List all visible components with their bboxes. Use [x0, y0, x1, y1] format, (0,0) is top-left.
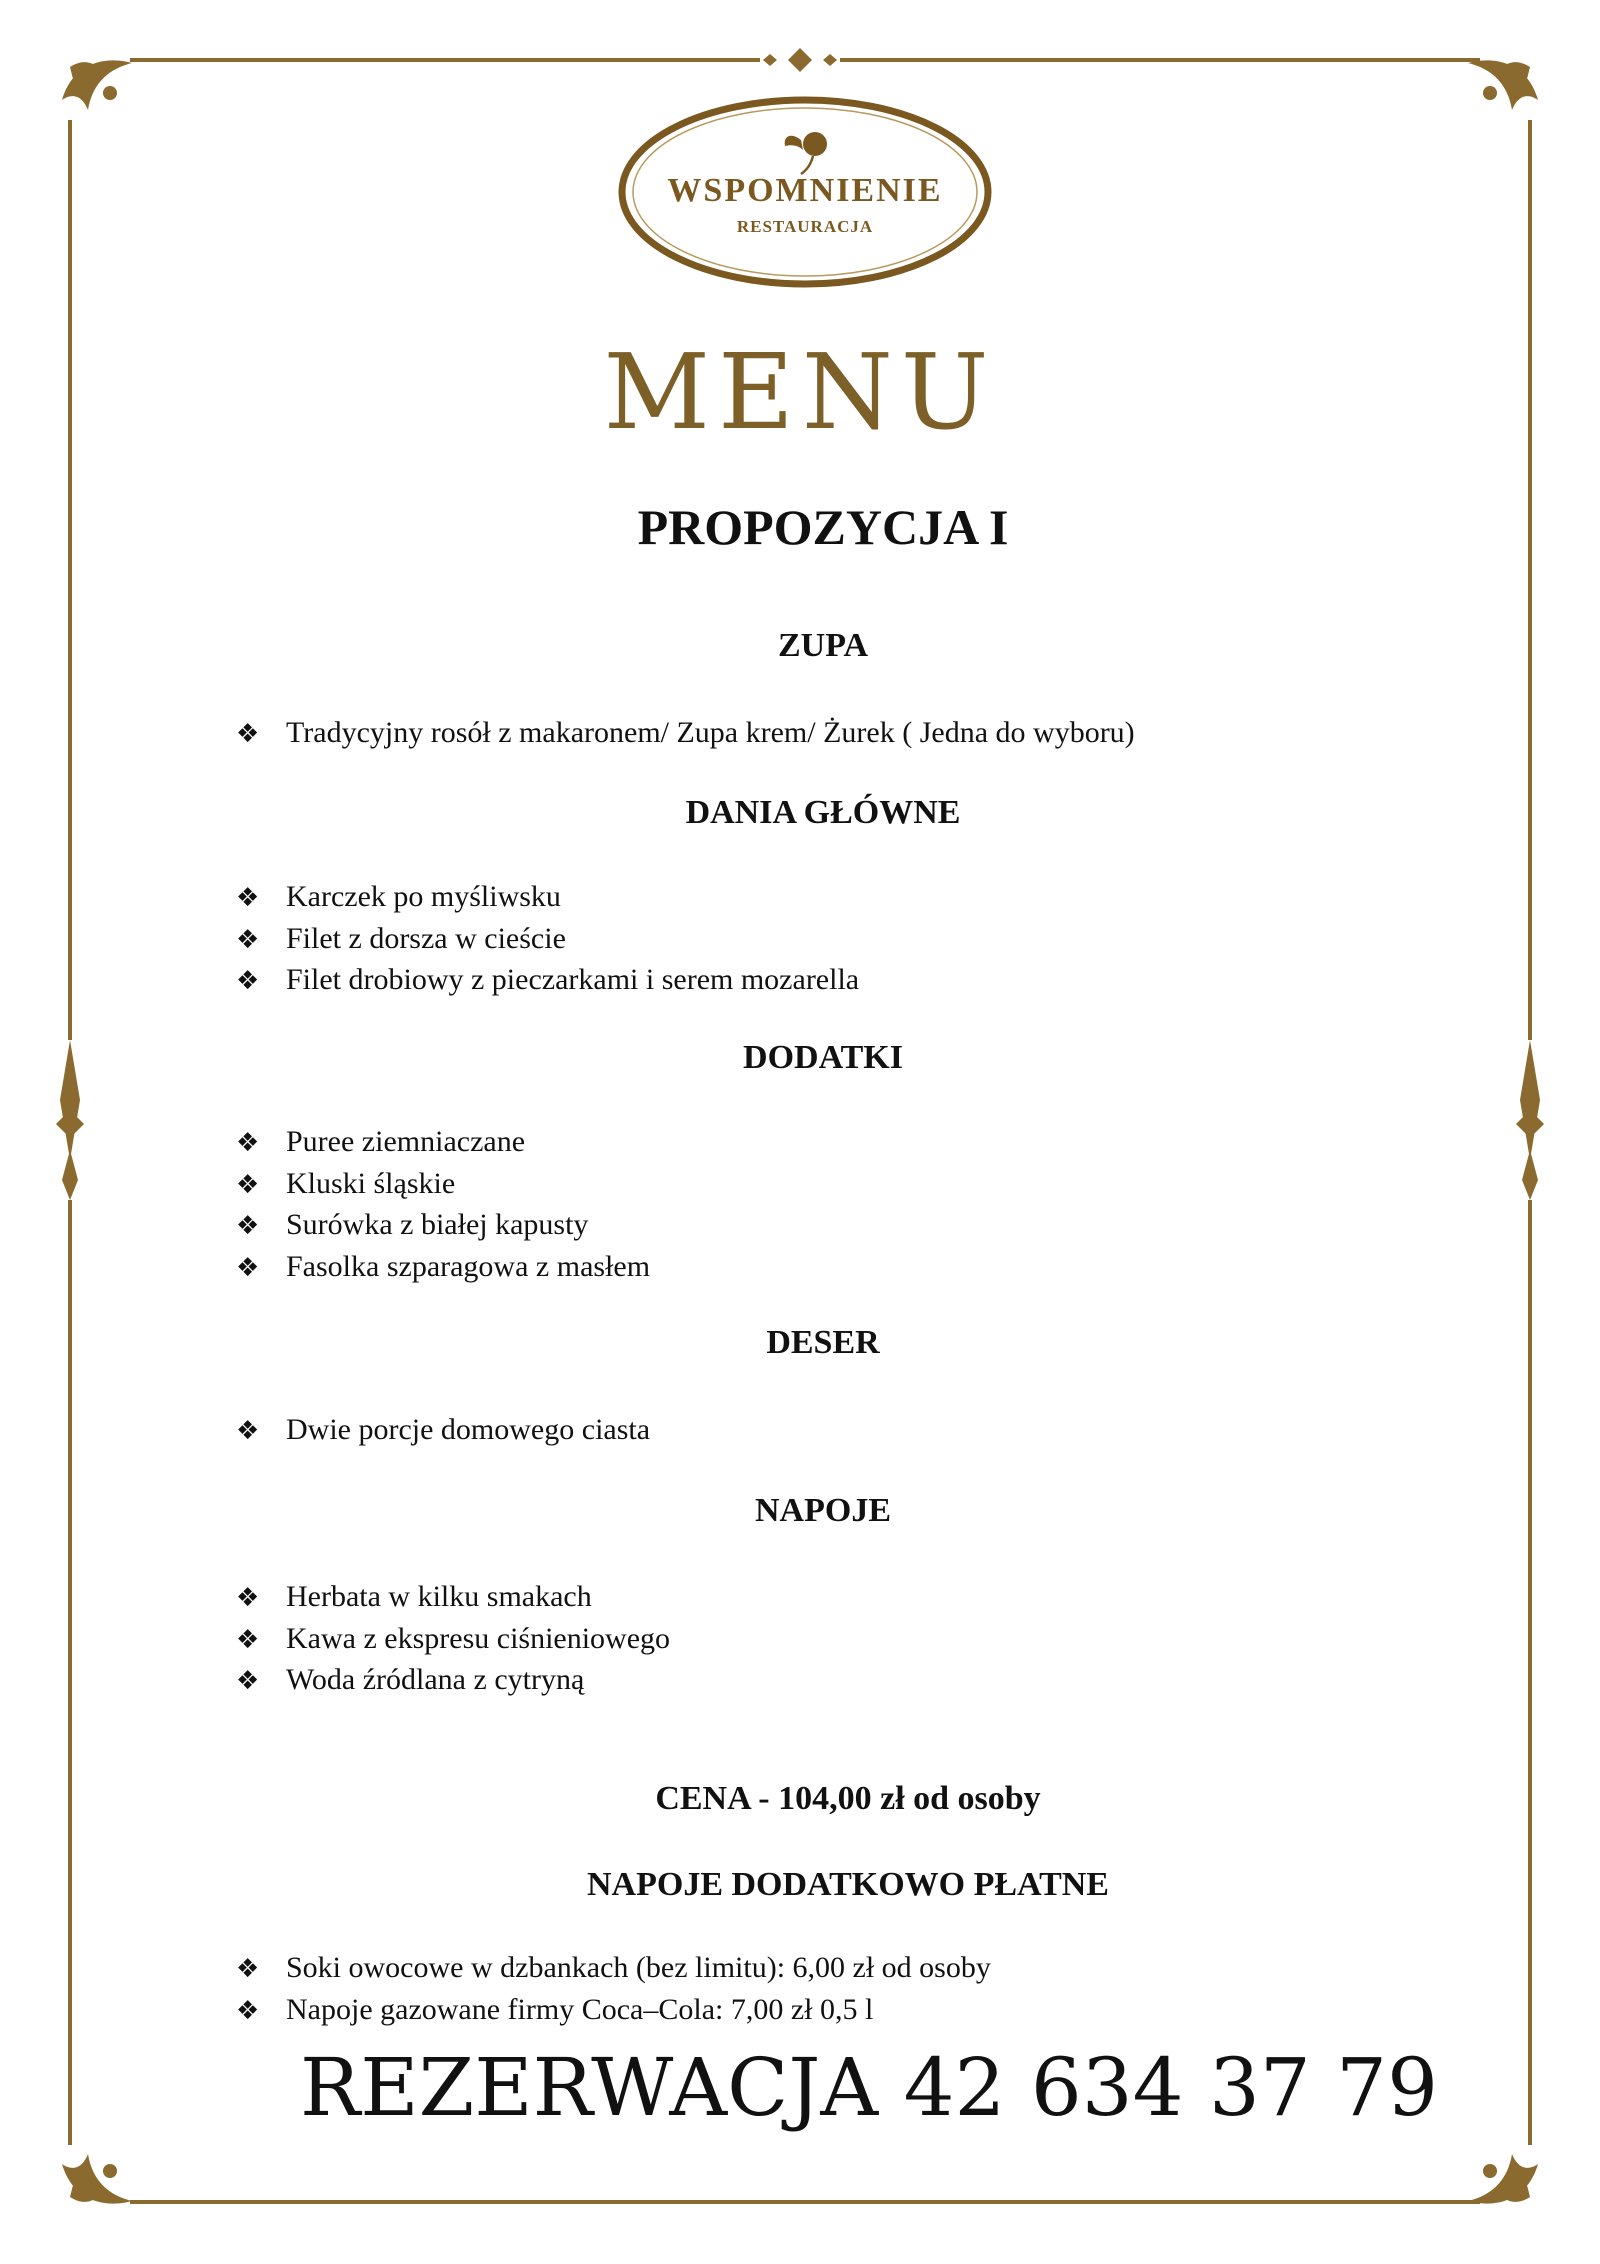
diamond-bullet-icon: ❖ — [236, 924, 260, 955]
reservation-phone: REZERWACJA 42 634 37 79 — [300, 2041, 1438, 2134]
diamond-bullet-icon: ❖ — [236, 1583, 260, 1613]
list-dania — [236, 877, 859, 1002]
section-title-zupa: ZUPA — [777, 627, 869, 664]
list-napoje — [236, 1577, 670, 1702]
price-label: CENA - 104,00 zł od osoby — [655, 1780, 1041, 1817]
list-item: ❖ Filet z dorsza w cieście — [236, 919, 859, 961]
diamond-bullet-icon: ❖ — [236, 1211, 260, 1241]
diamond-bullet-icon: ❖ — [236, 1416, 260, 1446]
logo-subtitle: RESTAURACJA — [736, 217, 874, 236]
list-platne — [236, 1948, 991, 2031]
diamond-bullet-icon: ❖ — [236, 1954, 260, 1984]
section-title-deser: DESER — [766, 1324, 880, 1361]
list-item: ❖ Herbata w kilku smakach — [236, 1577, 670, 1619]
diamond-bullet-icon: ❖ — [236, 1252, 260, 1283]
list-item: ❖ Surówka z białej kapusty — [236, 1205, 650, 1247]
section-title-dodatki: DODATKI — [743, 1039, 903, 1076]
menu-title: MENU — [603, 331, 997, 453]
list-item: ❖ Filet drobiowy z pieczarkami i serem mozarella — [236, 960, 859, 1002]
list-item: ❖ Dwie porcje domowego ciasta — [236, 1410, 650, 1452]
proposal-title: PROPOZYCJA I — [637, 499, 1009, 555]
list-item: ❖ Fasolka szparagowa z masłem — [236, 1247, 650, 1289]
list-dodatki — [236, 1122, 650, 1288]
diamond-bullet-icon: ❖ — [236, 1666, 260, 1696]
diamond-bullet-icon: ❖ — [236, 719, 260, 749]
diamond-bullet-icon: ❖ — [236, 883, 260, 913]
list-deser — [236, 1410, 650, 1452]
restaurant-logo — [615, 92, 995, 292]
list-item: ❖ Karczek po myśliwsku — [236, 877, 859, 919]
list-item: ❖ Napoje gazowane firmy Coca–Cola: 7,00 zł 0,5 l — [236, 1990, 991, 2032]
diamond-bullet-icon: ❖ — [236, 1128, 260, 1158]
list-item: ❖ Kluski śląskie — [236, 1164, 650, 1206]
list-item: ❖ Woda źródlana z cytryną — [236, 1660, 670, 1702]
list-item: ❖ Puree ziemniaczane — [236, 1122, 650, 1164]
list-item: ❖ Kawa z ekspresu ciśnieniowego — [236, 1619, 670, 1661]
diamond-bullet-icon: ❖ — [236, 1995, 260, 2026]
list-zupa — [236, 713, 1135, 755]
section-title-napoje: NAPOJE — [755, 1492, 891, 1529]
list-item: ❖ Soki owocowe w dzbankach (bez limitu): 6,00 zł od osoby — [236, 1948, 991, 1990]
section-title-platne: NAPOJE DODATKOWO PŁATNE — [587, 1866, 1109, 1903]
diamond-bullet-icon: ❖ — [236, 1169, 260, 1200]
logo-name: WSPOMNIENIE — [667, 172, 943, 209]
diamond-bullet-icon: ❖ — [236, 966, 260, 996]
rose-icon — [785, 132, 827, 174]
diamond-bullet-icon: ❖ — [236, 1624, 260, 1655]
list-item: ❖ Tradycyjny rosół z makaronem/ Zupa krem/ Żurek ( Jedna do wyboru) — [236, 713, 1135, 755]
section-title-dania: DANIA GŁÓWNE — [685, 794, 961, 831]
